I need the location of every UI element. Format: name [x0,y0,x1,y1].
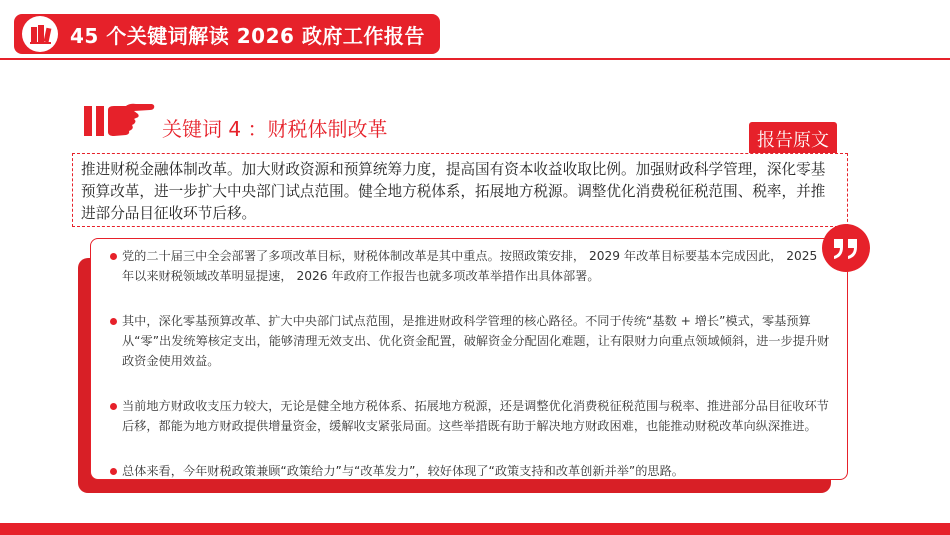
page-title: 45 个关键词解读 2026 政府工作报告 [70,24,425,48]
list-item [110,311,830,371]
header-divider [0,58,950,60]
bullet-dot-icon [110,403,117,410]
source-text: 推进财税金融体制改革。加大财政资源和预算统筹力度，提高国有资本收益收取比例。加强财政科学管理，深化零基预算改革，进一步扩大中央部门试点范围。健全地方税体系，拓展地方税源。调整优化消费税征税范围、税率，并推进部分品目征收环节后移。 [81,161,826,222]
bullet-text: 当前地方财政收支压力较大，无论是健全地方税体系、拓展地方税源，还是调整优化消费税征税范围与税率、推进部分品目征收环节后移，都能为地方财政提供增量资金，缓解收支紧张局面。这些举措既有助于解决地方财政困难，也能推动财税改革向纵深推进。 [122,399,829,433]
list-item [110,461,830,481]
source-quote-box [72,153,848,227]
bullet-text: 党的二十届三中全会部署了多项改革目标，财税体制改革是其中重点。按照政策安排， 2029 年改革目标要基本完成因此， 2025 年以来财税领域改革明显提速， 2026 年政府工作报告也就多项改革举措作出具体部署。 [122,249,818,283]
bullet-dot-icon [110,318,117,325]
source-tag: 报告原文 [749,122,837,156]
pointing-hand-icon [84,102,156,142]
bullet-text: 总体来看，今年财税政策兼顾“政策给力”与“改革发力”，较好体现了“政策支持和改革创新并举”的思路。 [122,464,684,478]
bullet-dot-icon [110,468,117,475]
list-item [110,396,830,436]
bullet-dot-icon [110,253,117,260]
bullet-text: 其中，深化零基预算改革、扩大中央部门试点范围，是推进财政科学管理的核心路径。不同于传统“基数 + 增长”模式，零基预算从“零”出发统筹核定支出，能够清理无效支出、优化资金配置，破解资金分配固化难题，让有限财力向重点领域倾斜，进一步提升财政资金使用效益。 [122,314,830,368]
book-icon [22,16,58,52]
keyword-title: 关键词 4 ：财税体制改革 [162,117,388,141]
list-item [110,246,830,286]
analysis-list [110,246,830,506]
footer-bar [0,523,950,535]
